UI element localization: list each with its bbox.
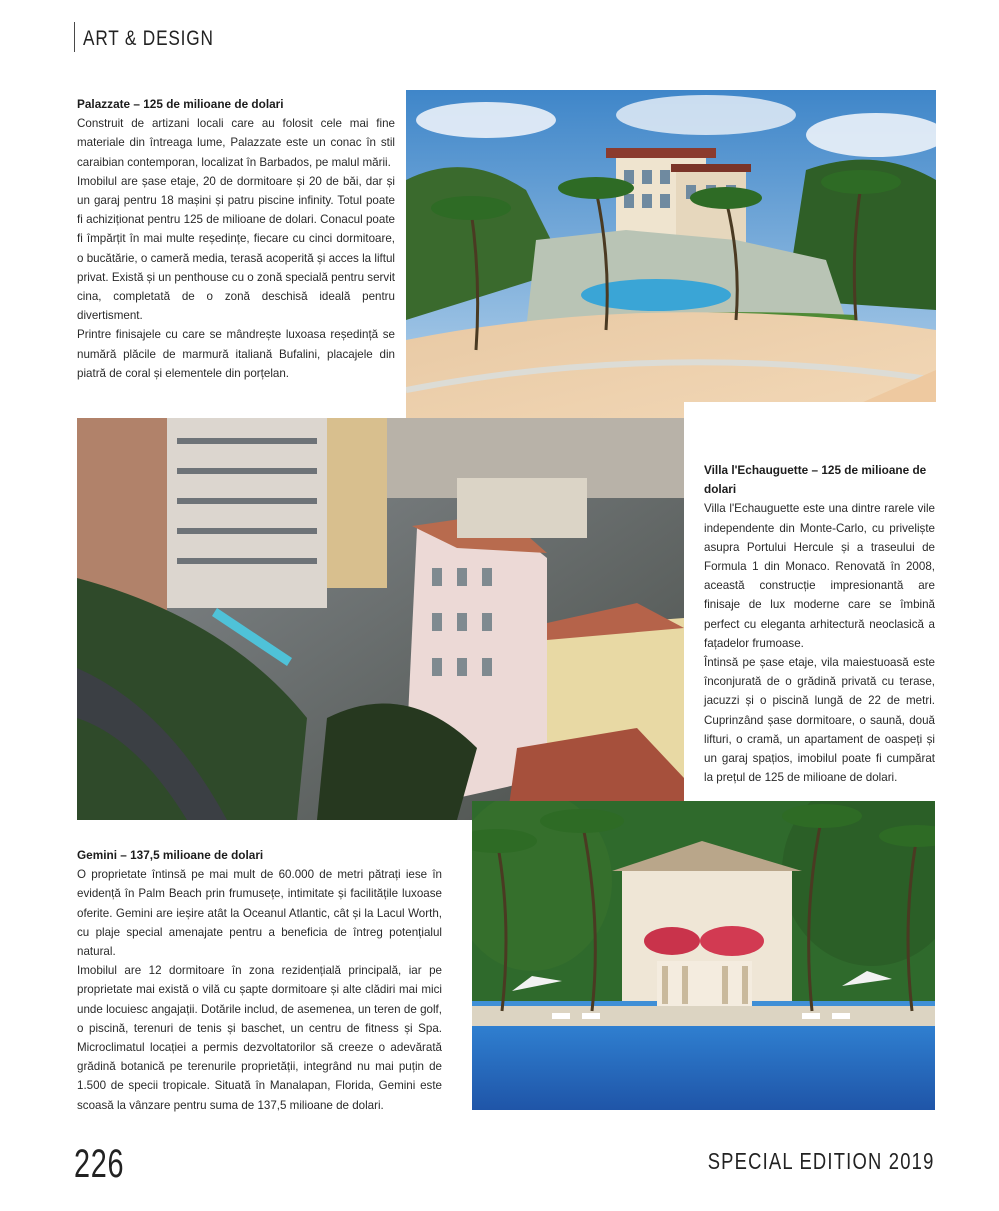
article-title: Gemini – 137,5 milioane de dolari (77, 848, 264, 862)
photo-palazzate-mansion (406, 90, 936, 436)
section-label: ART & DESIGN (74, 22, 214, 52)
article-gemini (77, 846, 442, 1115)
photo-villa-echauguette (77, 418, 684, 820)
article-title: Villa l'Echauguette – 125 de milioane de dolari (704, 463, 927, 497)
article-paragraph: Imobilul are 12 dormitoare în zona rezidențială principală, iar pe proprietate mai există o vilă cu șapte dormitoare și alte clădiri mai mici unde locuiesc angajații. Dotările includ, de asemenea, un teren de golf, o piscină, terenuri de tenis și baschet, un centru de fitness și Spa. Microclimatul locației a permis dezvoltatorilor să creeze o adevărată grădină botanică pe terenurile proprietății, integrând nu mai puțin de 1.500 de specii tropicale. Situată în Manalapan, Florida, Gemini este scoasă la vânzare pentru suma de 137,5 milioane de dolari. (77, 964, 442, 1112)
layout-notch (684, 402, 936, 436)
article-paragraph: Imobilul are șase etaje, 20 de dormitoare și 20 de băi, dar și un garaj pentru 18 mașini și patru piscine infinity. Totul poate fi achiziționat pentru 125 de milioane de dolari. Conacul poate fi împărțit în mai multe reședințe, fiecare cu cinci dormitoare, o bucătărie, o cameră media, terasă acoperită și acces la liftul privat. Există și un penthouse cu o zonă specială pentru servit cina, completată de o zonă deschisă ideală pentru divertisment. (77, 174, 395, 323)
edition-label: SPECIAL EDITION 2019 (708, 1148, 935, 1174)
photo-gemini-estate (472, 801, 935, 1110)
article-palazzate (77, 95, 395, 383)
article-paragraph: O proprietate întinsă pe mai mult de 60.000 de metri pătrați iese în evidență în Palm Beach prin frumusețe, intimitate și facilitățile luxoase oferite. Gemini are ieșire atât la Oceanul Atlantic, cât și la Lacul Worth, cu plaje special amenajate pentru a beneficia de întreg potențialul natural. (77, 868, 442, 959)
article-villa (704, 461, 935, 787)
article-paragraph: Printre finisajele cu care se mândrește luxoasa reședință se numără plăcile de marmură italiană Bufalini, placajele din piatră de coral și elementele din porțelan. (77, 328, 395, 380)
article-paragraph: Construit de artizani locali care au folosit cele mai fine materiale din întreaga lume, Palazzate este un conac în stil caraibian contemporan, localizat în Barbados, pe malul mării. (77, 117, 395, 169)
article-paragraph: Villa l'Echauguette este una dintre rarele vile independente din Monte-Carlo, cu priveliște asupra Portului Hercule și a traseului de Formula 1 din Monaco. Renovată în 2008, această construcție impresionantă are finisaje de lux moderne care se îmbină perfect cu eleganta arhitectură neoclasică a fațadelor frumoase. (704, 502, 935, 650)
page-number: 226 (74, 1142, 125, 1186)
article-paragraph: Întinsă pe șase etaje, vila maiestuoasă este înconjurată de o grădină privată cu terase, jacuzzi și o piscină lungă de 22 de metri. Cuprinzând șase dormitoare, o saună, două lifturi, o cramă, un apartament de oaspeți și un garaj spațios, imobilul poate fi cumpărat la prețul de 125 de milioane de dolari. (704, 656, 935, 785)
article-title: Palazzate – 125 de milioane de dolari (77, 97, 284, 111)
